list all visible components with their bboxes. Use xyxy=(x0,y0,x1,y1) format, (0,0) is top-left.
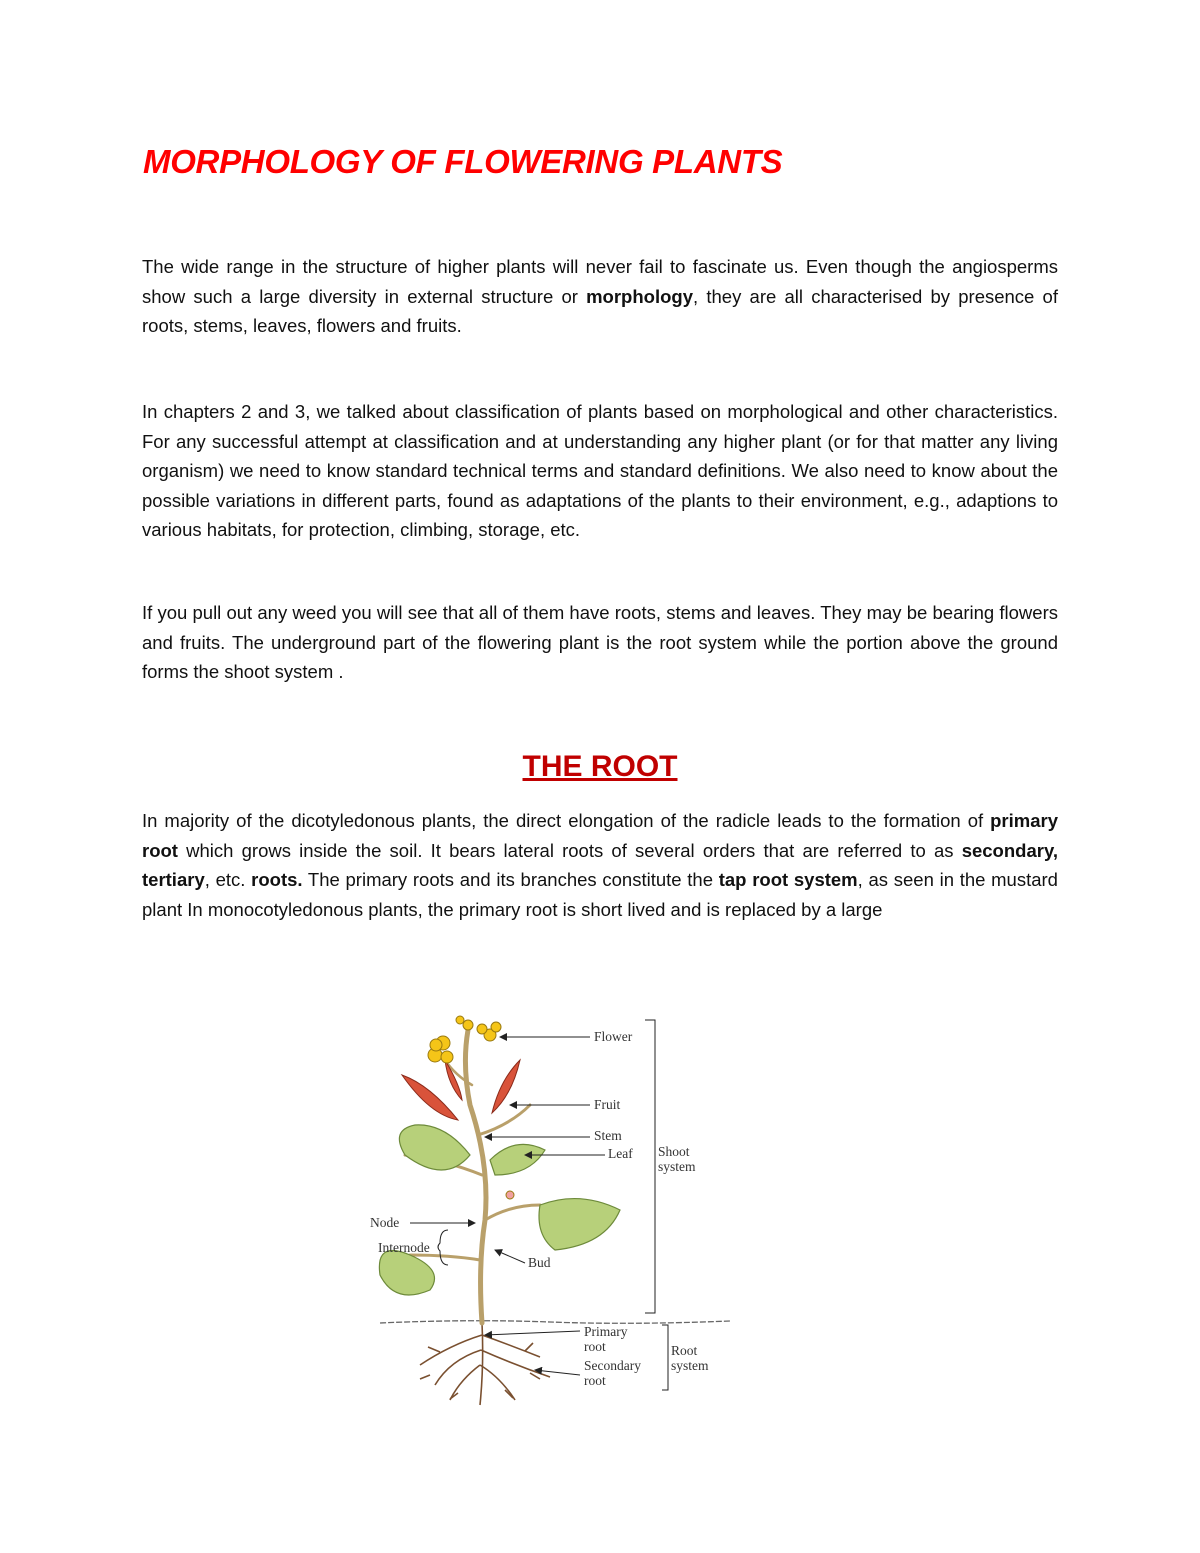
label-root-system-1: Root xyxy=(671,1343,698,1358)
intro-paragraph xyxy=(142,252,1058,341)
weed-paragraph: If you pull out any weed you will see that all of them have roots, stems and leaves. They may be bearing flowers and fruits. The underground part of the flowering plant is the root system while the portion above the ground forms the shoot system . xyxy=(142,602,1058,682)
term-roots: roots. xyxy=(251,869,303,890)
root-text-2: which grows inside the soil. It bears lateral roots of several orders that are referred to as xyxy=(177,839,962,861)
label-leaf: Leaf xyxy=(608,1146,633,1161)
label-bud: Bud xyxy=(528,1255,551,1270)
label-shoot-1: Shoot xyxy=(658,1144,690,1159)
label-primary-2: root xyxy=(584,1339,606,1354)
fruits-drawing xyxy=(402,1060,520,1120)
term-tap-root-system: tap root system xyxy=(718,869,858,890)
classification-paragraph: In chapters 2 and 3, we talked about classification of plants based on morphological and other characteristics. For any successful attempt at classification and at understanding any higher plant (or for that matter any living organism) we need to know standard technical terms and standard definitions. We also need to know about the possible variations in different parts, found as adaptations of the plants to their environment, e.g., adaptions to various habitats, for protection, climbing, storage, etc. xyxy=(142,401,1058,540)
leaves-drawing xyxy=(379,1125,620,1295)
label-primary-1: Primary xyxy=(584,1324,628,1339)
intro-text-2: , they are all characterised by presence of roots, stems, leaves, flowers and fruits. xyxy=(142,285,1058,336)
root-text-4: The primary roots and its branches constitute the xyxy=(302,869,719,890)
root-text-3: , etc. xyxy=(204,869,252,890)
page-title: MORPHOLOGY OF FLOWERING PLANTS xyxy=(143,143,783,180)
term-primary-root: primary root xyxy=(142,810,1058,861)
label-root-system-2: system xyxy=(671,1358,709,1373)
term-secondary-tertiary: secondary, tertiary xyxy=(142,839,1058,890)
root-paragraph xyxy=(142,806,1058,924)
root-system-drawing xyxy=(420,1323,550,1405)
label-secondary-2: root xyxy=(584,1373,606,1388)
section-heading-root: THE ROOT xyxy=(522,750,678,783)
ground-line xyxy=(380,1321,730,1324)
root-text-5: , as seen in the mustard plant In monocotyledonous plants, the primary root is short lived and is replaced by a large xyxy=(142,869,1058,920)
intro-text-1: The wide range in the structure of higher plants will never fail to fascinate us. Even though the angiosperms show such a large diversity in external structure or xyxy=(142,256,1058,307)
label-stem: Stem xyxy=(594,1128,622,1143)
plant-diagram xyxy=(350,1005,750,1415)
label-node: Node xyxy=(370,1215,400,1230)
label-fruit: Fruit xyxy=(594,1097,621,1112)
term-morphology: morphology xyxy=(586,285,693,307)
root-text-1: In majority of the dicotyledonous plants, the direct elongation of the radicle leads to the formation of xyxy=(142,810,991,831)
label-secondary-1: Secondary xyxy=(584,1358,641,1373)
label-internode: Internode xyxy=(378,1240,430,1255)
label-flower: Flower xyxy=(594,1029,633,1044)
label-shoot-2: system xyxy=(658,1159,696,1174)
